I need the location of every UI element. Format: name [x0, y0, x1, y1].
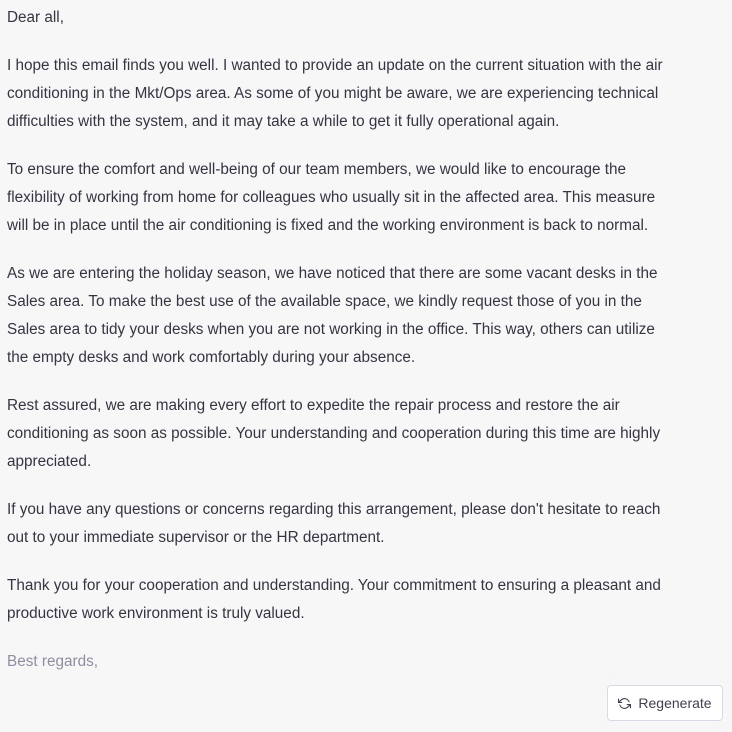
- refresh-icon: [618, 697, 631, 710]
- regenerate-label: Regenerate: [638, 695, 712, 711]
- email-paragraph: Rest assured, we are making every effort to expedite the repair process and restore the air conditioning as soon as possible. Your understanding and cooperation during this time are highly appreciated.: [7, 397, 661, 470]
- email-paragraph: If you have any questions or concerns regarding this arrangement, please don't hesitate to reach out to your immediate supervisor or the HR department.: [7, 501, 661, 546]
- assistant-message: [7, 4, 667, 676]
- email-signoff: Best regards,: [7, 653, 98, 670]
- email-paragraph: To ensure the comfort and well-being of our team members, we would like to encourage the flexibility of working from home for colleagues who usually sit in the affected area. This measure will be in place until the air conditioning is fixed and the working environment is back to normal.: [7, 161, 656, 234]
- regenerate-button[interactable]: [607, 685, 723, 721]
- email-paragraph: Thank you for your cooperation and understanding. Your commitment to ensuring a pleasant and productive work environment is truly valued.: [7, 577, 661, 622]
- email-paragraph: I hope this email finds you well. I wanted to provide an update on the current situation with the air conditioning in the Mkt/Ops area. As some of you might be aware, we are experiencing technical difficulties with the system, and it may take a while to get it fully operational again.: [7, 57, 663, 130]
- email-paragraph: As we are entering the holiday season, we have noticed that there are some vacant desks in the Sales area. To make the best use of the available space, we kindly request those of you in the Sales area to tidy your desks when you are not working in the office. This way, others can utilize the empty desks and work comfortably during your absence.: [7, 265, 658, 366]
- email-greeting: Dear all,: [7, 9, 64, 26]
